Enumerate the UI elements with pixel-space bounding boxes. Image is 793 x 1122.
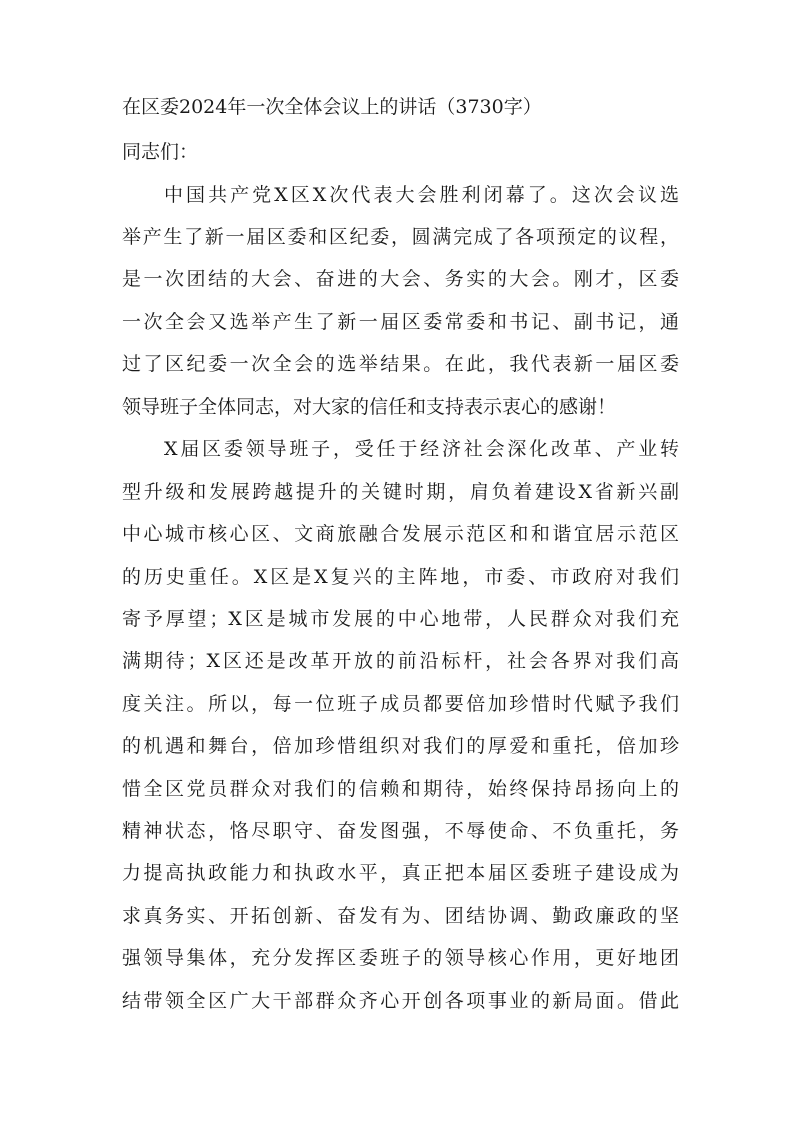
paragraph-line: 过了区纪委一次全会的选举结果。在此，我代表新一届区委 [122, 353, 679, 375]
paragraph-line: 满期待；X区还是改革开放的前沿标杆，社会各界对我们高 [122, 650, 679, 672]
paragraph-line: 精神状态，恪尽职守、奋发图强，不辱使命、不负重托，务 [122, 820, 679, 842]
paragraph-line: 强领导集体，充分发挥区委班子的领导核心作用，更好地团 [122, 947, 679, 969]
paragraph-line: 型升级和发展跨越提升的关键时期，肩负着建设X省新兴副 [122, 481, 679, 503]
paragraph-line: 寄予厚望；X区是城市发展的中心地带，人民群众对我们充 [122, 608, 679, 630]
paragraph-line: 领导班子全体同志，对大家的信任和支持表示衷心的感谢！ [122, 396, 617, 418]
paragraph-line: 的机遇和舞台，倍加珍惜组织对我们的厚爱和重托，倍加珍 [122, 735, 679, 757]
paragraph-line: 度关注。所以，每一位班子成员都要倍加珍惜时代赋予我们 [122, 693, 679, 715]
paragraph-line: 是一次团结的大会、奋进的大会、务实的大会。刚才，区委 [122, 268, 679, 290]
paragraph-line: X届区委领导班子，受任于经济社会深化改革、产业转 [164, 438, 679, 460]
paragraph-line: 举产生了新一届区委和区纪委，圆满完成了各项预定的议程， [122, 226, 679, 248]
paragraph-line: 惜全区党员群众对我们的信赖和期待，始终保持昂扬向上的 [122, 778, 679, 800]
paragraph-line: 求真务实、开拓创新、奋发有为、团结协调、勤政廉政的坚 [122, 905, 679, 927]
paragraph-line: 的历史重任。X区是X复兴的主阵地，市委、市政府对我们 [122, 566, 679, 588]
salutation: 同志们： [122, 141, 199, 163]
paragraph-line: 一次全会又选举产生了新一届区委常委和书记、副书记，通 [122, 311, 679, 333]
document-title: 在区委2024年一次全体会议上的讲话（3730字） [122, 96, 542, 118]
paragraph-line: 中心城市核心区、文商旅融合发展示范区和和谐宜居示范区 [122, 523, 679, 545]
paragraph-line: 结带领全区广大干部群众齐心开创各项事业的新局面。借此 [122, 990, 679, 1012]
paragraph-line: 力提高执政能力和执政水平，真正把本届区委班子建设成为 [122, 862, 679, 884]
paragraph-line: 中国共产党X区X次代表大会胜利闭幕了。这次会议选 [164, 184, 679, 206]
